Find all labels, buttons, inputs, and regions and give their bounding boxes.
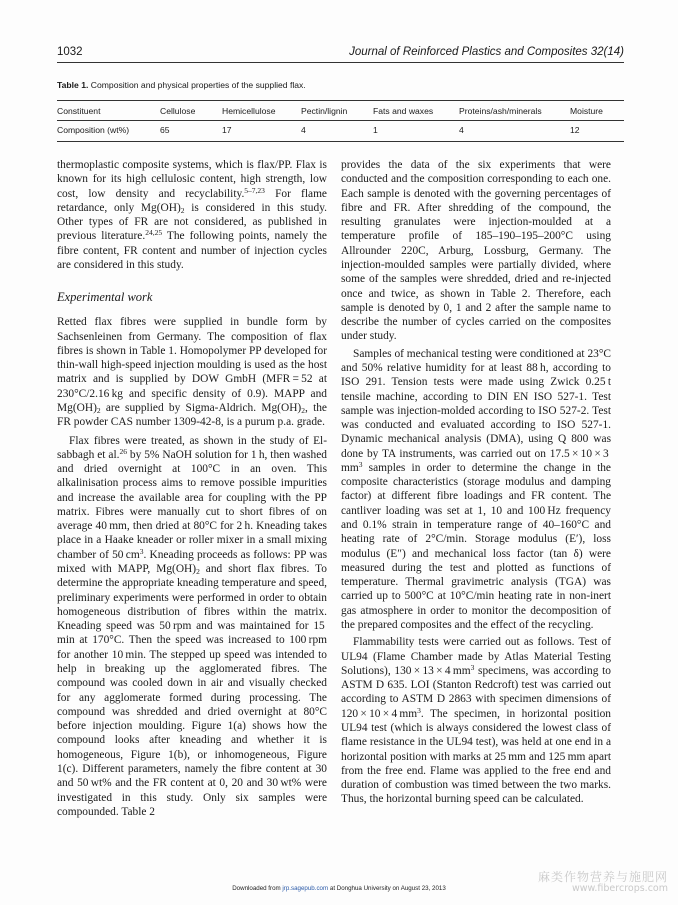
table-header-cell: Proteins/ash/minerals [459,106,542,116]
body-paragraph: Flax fibres were treated, as shown in the study of El-sabbagh et al.$^{26}$ by 5% NaOH solution for 1 h, then washed and dried overnight at 100°C in an oven. This alkalinisation process aims to remove possible impurities and increase the available area for coupling with the PP matrix. Fibres were manually cut to short fibres of on average 40 mm, then dried at 80°C for 2 h. Kneading takes place in a Haake kneader or roller mixer in a small mixing chamber of 50 $cm^3$. Kneading proceeds as follows: PP was mixed with MAPP, $Mg(OH)_2$ and short flax fibres. To determine the appropriate kneading temperature and speed, preliminary experiments were performed in order to obtain homogeneous distribution of fibres within the matrix. Kneading speed was 50 rpm and was maintained for 15 min at 170°C. Then the speed was increased to 100 rpm for another 10 min. The stepped up speed was intended to help in breaking up the agglomerated fibres. The compound was cooled down in air and visually checked for any agglomerate formed during processing. The compound was shredded and dried overnight at 80°C before injection moulding. Figure 1(a) shows how the compound looks after kneading and whether it is homogeneous, Figure 1(b), or inhomogeneous, Figure 1(c). Different parameters, namely the fibre content at 30 and 50 wt% and the FR content at 0, 20 and 30 wt% were investigated in this study. Only six samples were compounded. Table 2 [57,434,328,818]
table-cell: 4 [301,125,306,135]
table-header-row [57,103,624,121]
table-cell: 4 [459,125,464,135]
table-header-cell: Constituent [57,106,101,116]
table-row [57,122,624,138]
table-header-cell: Pectin/lignin [301,106,348,116]
page-number: 1032 [57,46,83,58]
table-cell: 1 [373,125,378,135]
table-header-cell: Moisture [570,106,603,116]
journal-link[interactable]: jrp.sagepub.com [282,885,329,892]
journal-citation: Journal of Reinforced Plastics and Composites 32(14) [349,46,624,58]
table-cell: 17 [222,125,232,135]
right-column [341,158,611,807]
download-footer: Downloaded from jrp.sagepub.com at Donghua University on August 23, 2013 [232,885,446,892]
section-heading: Experimental work [57,290,153,305]
table-caption-text: Composition and physical properties of the supplied flax. [90,80,306,90]
table-cell: 12 [570,125,580,135]
header-rule [57,62,624,63]
body-paragraph: Flammability tests were carried out as follows. Test of UL94 (Flame Chamber made by Atlas Material Testing Solutions), 130 × 13 × 4 $mm^3$ specimens, was according to ASTM D 635. LOI (Stanton Redcroft) test was carried out according to ASTM D 2863 with specimen dimensions of 120 × 10 × 4 $mm^3$. The specimen, in horizontal position UL94 test (which is always considered the lowest class of flame resistance in the UL94 test), was held at one end in a horizontal position with marks at 25 mm and 125 mm apart from the free end. Flame was applied to the free end and duration of combustion was timed between the two marks. Thus, the horizontal burning speed can be calculated. [341,636,611,806]
table-cell: Composition (wt%) [57,125,130,135]
left-column [57,158,327,819]
table-header-cell: Fats and waxes [373,106,434,116]
body-paragraph: provides the data of the six experiments that were conducted and the composition corresponding to each one. Each sample is denoted with the governing percentages of fibre and FR. After shredding of the compound, the resulting granulates were injection-moulded at a temperature profile of 185–190–195–200°C using Allrounder 220C, Arburg, Lossburg, Germany. The injection-moulded samples were partially divided, where some of the samples were shredded, dried and re-injected once and twice, as shown in Table 2. Therefore, each sample is denoted by 0, 1 and 2 after the sample name to describe the number of cycles carried on the composites under study. [341,159,611,343]
table-caption [57,79,624,92]
running-head [57,44,624,60]
table-header-cell: Cellulose [160,106,196,116]
intro-paragraph: thermoplastic composite systems, which is flax/PP. Flax is known for its high cellulosic content, high strength, low cost, low density and recyclability.$^{5-7,23}$ For flame retardance, only $Mg(OH)_2$ is considered in this study. Other types of FR are not considered, as published in previous literature.$^{24,25}$ The following points, namely the fibre content, FR content and number of injection cycles are considered in this study. [57,159,327,271]
table-1 [57,79,624,142]
table-header-cell: Hemicellulose [222,106,276,116]
watermark: 麻类作物营养与施肥网 www.fibercrops.com [537,870,668,894]
body-paragraph: Samples of mechanical testing were conditioned at 23°C and 50% relative humidity for at least 88 h, according to ISO 291. Tension tests were made using Zwick 0.25 t tensile machine, according to DIN EN ISO 527-1. Test sample was injection-molded according to ISO 527-2. Test was conducted and evaluated according to ISO 527-1. Dynamic mechanical analysis (DMA), using Q 800 was done by TA instruments, was carried out on 17.5 × 10 × 3 $mm^3$ samples in order to determine the change in the composite characteristics (storage modulus and damping factor) at different fibre loadings and FR content. The cantliver loading was set at 1, 10 and 100 Hz frequency and 0.1% strain in temperature range of 40–160°C and heating rate of 2°C/min. Storage modulus (E′), loss modulus (E″) and mechanical loss factor (tan δ) were measured during the test and plotted as functions of temperature. Thermal gravimetric analysis (TGA) was carried up to 500°C at 10°C/min heating rate in non-inert gas atmosphere in order to monitor the decomposition of the prepared composites and the effect of the recycling. [341,347,611,631]
table-body [57,100,624,142]
table-cell: 65 [160,125,170,135]
body-paragraph: Retted flax fibres were supplied in bundle form by Sachsenleinen from Germany. The composition of flax fibres is shown in Table 1. Homopolymer PP developed for thin-wall high-speed injection moulding is used as the host matrix and is supplied by DOW GmbH (MFR = 52 at 230°C/2.16 kg and specific density of 0.9). MAPP and $Mg(OH)_2$ are supplied by Sigma-Aldrich. $Mg(OH)_2$, the FR powder CAS number 1309-42-8, is a purum p.a. grade. [57,316,328,429]
table-label: Table 1. [57,80,89,90]
